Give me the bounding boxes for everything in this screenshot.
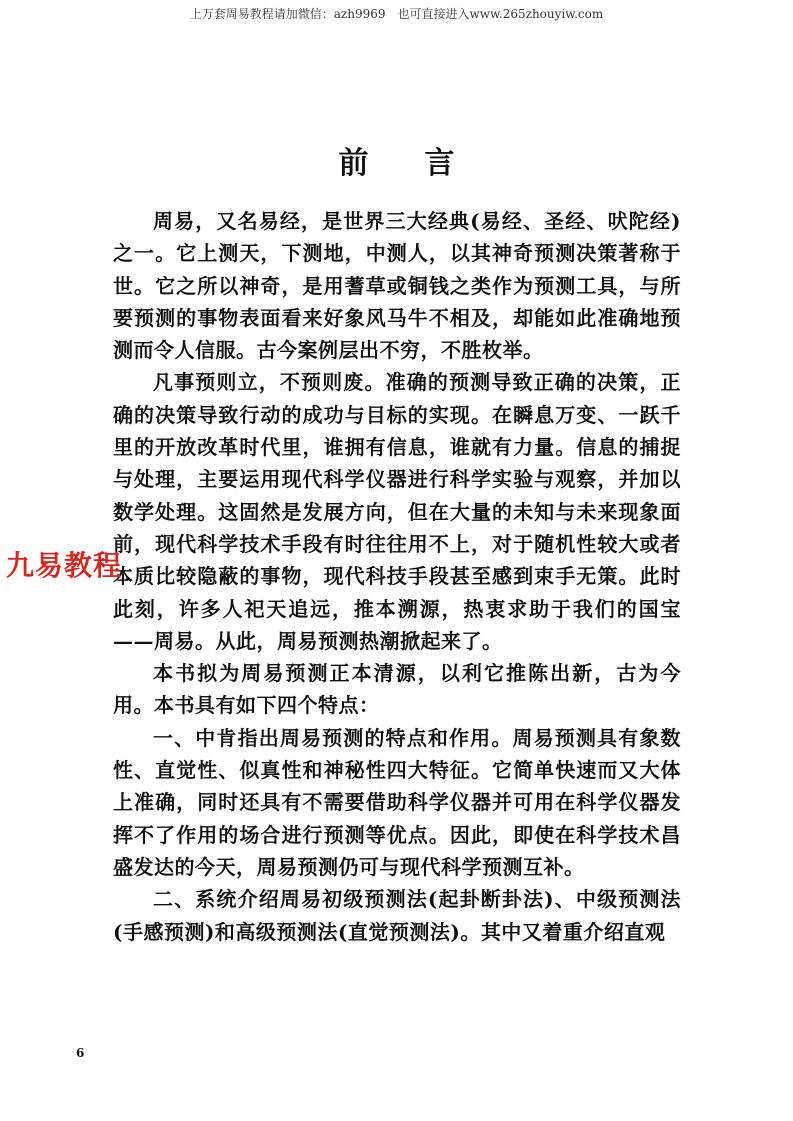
paragraph: 凡事预则立，不预则废。准确的预测导致正确的决策，正确的决策导致行动的成功与目标的实现。在瞬息万变、一跃千里的开放改革时代里，谁拥有信息，谁就有力量。信息的捕捉与处理，主要运用现代科学仪器进行科学实验与观察，并加以数学处理。这固然是发展方向，但在大量的未知与未来现象面前，现代科学技术手段有时往往用不上，对于随机性较大或者本质比较隐蔽的事物，现代科技手段甚至感到束手无策。此时此刻，许多人祀天追远，推本溯源，热衷求助于我们的国宝——周易。从此，周易预测热潮掀起来了。	[113, 370, 681, 653]
page-title: 前言	[338, 146, 511, 181]
paragraph: 一、中肯指出周易预测的特点和作用。周易预测具有象数性、直觉性、似真性和神秘性四大特征。它简单快速而又大体上准确，同时还具有不需要借助科学仪器并可用在科学仪器发挥不了作用的场合进行预测等优点。因此，即使在科学技术昌盛发达的今天，周易预测仍可与现代科学预测互补。	[113, 725, 681, 879]
page-number: 6	[76, 1046, 85, 1060]
paragraph: 二、系统介绍周易初级预测法(起卦断卦法)、中级预测法(手感预测)和高级预测法(直觉预测法)。其中又着重介绍直观	[113, 887, 681, 944]
top-banner: 上万套周易教程请加微信：azh9969 也可直接进入www.265zhouyiw.com	[189, 7, 604, 21]
paragraph: 本书拟为周易预测正本清源，以利它推陈出新，古为今用。本书具有如下四个特点：	[113, 661, 681, 718]
preface-body	[113, 205, 681, 948]
watermark: 九易教程	[6, 549, 123, 582]
paragraph: 周易，又名易经，是世界三大经典(易经、圣经、吠陀经)之一。它上测天，下测地，中测人，以其神奇预测决策著称于世。它之所以神奇，是用蓍草或铜钱之类作为预测工具，与所要预测的事物表面看来好象风马牛不相及，却能如此准确地预测而令人信服。古今案例层出不穷，不胜枚举。	[113, 209, 681, 363]
